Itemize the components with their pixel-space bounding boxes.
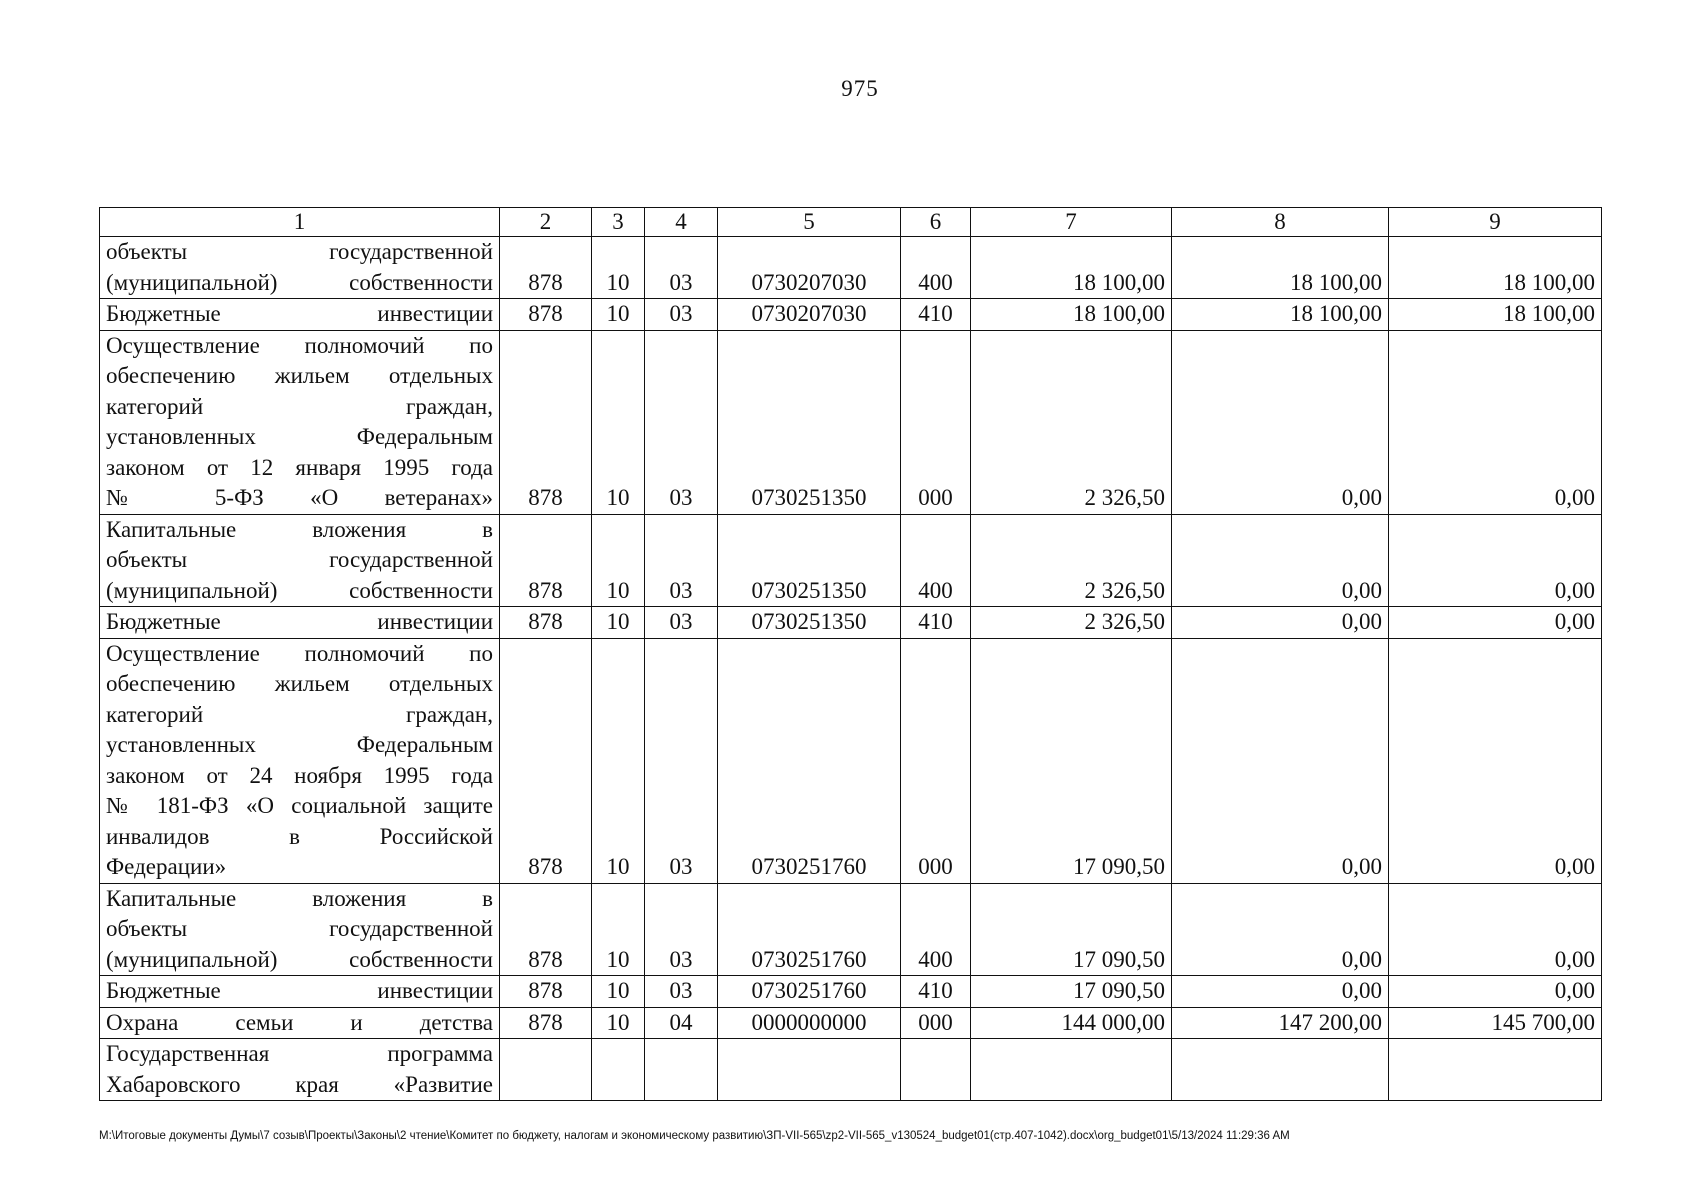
table-row <box>100 330 1602 514</box>
section-code-cell: 10 <box>592 514 645 607</box>
amount-cell-8: 18 100,00 <box>1172 237 1389 299</box>
column-header: 8 <box>1172 208 1389 237</box>
row-name-cell <box>100 607 500 639</box>
table-row <box>100 237 1602 299</box>
amount-cell-8: 0,00 <box>1172 607 1389 639</box>
row-name-line: установленных Федеральным <box>106 424 493 449</box>
ministry-code-cell: 878 <box>500 883 592 976</box>
budget-table <box>99 207 1602 1101</box>
amount-cell-9: 18 100,00 <box>1389 299 1602 331</box>
column-header: 7 <box>971 208 1172 237</box>
ministry-code-cell: 878 <box>500 1007 592 1039</box>
row-name-line: (муниципальной) собственности <box>106 946 493 972</box>
row-name-line: Федерации» <box>106 854 227 879</box>
amount-cell-7: 17 090,50 <box>971 976 1172 1008</box>
row-name-line: обеспечению жильем отдельных <box>106 671 493 696</box>
amount-cell-7: 17 090,50 <box>971 638 1172 883</box>
subsection-code-cell: 03 <box>645 607 718 639</box>
target-item-code-cell: 0000000000 <box>718 1007 901 1039</box>
ministry-code-cell: 878 <box>500 514 592 607</box>
amount-cell-7: 2 326,50 <box>971 330 1172 514</box>
section-code-cell: 10 <box>592 883 645 976</box>
expense-type-code-cell: 400 <box>901 514 971 607</box>
expense-type-code-cell: 410 <box>901 607 971 639</box>
amount-cell-7: 17 090,50 <box>971 883 1172 976</box>
row-name-line: Хабаровского края «Развитие <box>106 1071 493 1097</box>
row-name-line: законом от 12 января 1995 года <box>106 454 493 480</box>
row-name-line: № 5-ФЗ «О ветеранах» <box>106 485 493 510</box>
amount-cell-9 <box>1389 1039 1602 1101</box>
target-item-code-cell: 0730251760 <box>718 638 901 883</box>
ministry-code-cell: 878 <box>500 330 592 514</box>
subsection-code-cell: 03 <box>645 638 718 883</box>
column-header: 3 <box>592 208 645 237</box>
subsection-code-cell: 03 <box>645 330 718 514</box>
row-name-line: Государственная программа <box>106 1041 493 1066</box>
row-name-line: объекты государственной <box>106 916 493 941</box>
column-header: 1 <box>100 208 500 237</box>
expense-type-code-cell: 000 <box>901 638 971 883</box>
row-name-cell <box>100 1007 500 1039</box>
row-name-line: Осуществление полномочий по <box>106 332 493 358</box>
subsection-code-cell <box>645 1039 718 1101</box>
subsection-code-cell: 03 <box>645 514 718 607</box>
amount-cell-9: 0,00 <box>1389 607 1602 639</box>
target-item-code-cell: 0730251350 <box>718 514 901 607</box>
amount-cell-9: 18 100,00 <box>1389 237 1602 299</box>
row-name-line: № 181-ФЗ «О социальной защите <box>106 793 493 818</box>
document-path-footer: M:\Итоговые документы Думы\7 созыв\Проекты\Законы\2 чтение\Комитет по бюджету, налогам и экономическому развитию\ЗП-VII-565\zp2-VII-565_v130524_budget01(стр.407-1042).docx\org_budget01\5/13/2024 11:29:36 AM <box>99 1130 1290 1142</box>
subsection-code-cell: 03 <box>645 237 718 299</box>
amount-cell-9: 0,00 <box>1389 514 1602 607</box>
row-name-line: законом от 24 ноября 1995 года <box>106 762 493 788</box>
row-name-line: объекты государственной <box>106 547 493 572</box>
table-row <box>100 1007 1602 1039</box>
row-name-cell <box>100 883 500 976</box>
row-name-line: обеспечению жильем отдельных <box>106 363 493 388</box>
target-item-code-cell: 0730207030 <box>718 299 901 331</box>
column-header: 6 <box>901 208 971 237</box>
table-row <box>100 976 1602 1008</box>
row-name-line: категорий граждан, <box>106 701 493 727</box>
ministry-code-cell: 878 <box>500 237 592 299</box>
row-name-cell <box>100 299 500 331</box>
amount-cell-8: 147 200,00 <box>1172 1007 1389 1039</box>
expense-type-code-cell: 410 <box>901 299 971 331</box>
table-row <box>100 514 1602 607</box>
amount-cell-8 <box>1172 1039 1389 1101</box>
expense-type-code-cell: 400 <box>901 883 971 976</box>
row-name-line: Капитальные вложения в <box>106 885 493 911</box>
row-name-line: (муниципальной) собственности <box>106 577 493 603</box>
target-item-code-cell: 0730251350 <box>718 607 901 639</box>
amount-cell-9: 0,00 <box>1389 330 1602 514</box>
row-name-line: Осуществление полномочий по <box>106 640 493 666</box>
section-code-cell: 10 <box>592 1007 645 1039</box>
table-row <box>100 607 1602 639</box>
amount-cell-8: 0,00 <box>1172 330 1389 514</box>
ministry-code-cell: 878 <box>500 638 592 883</box>
table-row <box>100 638 1602 883</box>
expense-type-code-cell: 000 <box>901 330 971 514</box>
subsection-code-cell: 03 <box>645 976 718 1008</box>
row-name-line: Бюджетные инвестиции <box>106 978 493 1003</box>
amount-cell-9: 0,00 <box>1389 638 1602 883</box>
target-item-code-cell: 0730251760 <box>718 883 901 976</box>
ministry-code-cell: 878 <box>500 976 592 1008</box>
amount-cell-7: 18 100,00 <box>971 299 1172 331</box>
row-name-cell <box>100 1039 500 1101</box>
column-header: 9 <box>1389 208 1602 237</box>
amount-cell-7: 2 326,50 <box>971 607 1172 639</box>
row-name-line: (муниципальной) собственности <box>106 269 493 295</box>
expense-type-code-cell: 000 <box>901 1007 971 1039</box>
row-name-cell <box>100 976 500 1008</box>
row-name-line: объекты государственной <box>106 239 493 264</box>
amount-cell-7 <box>971 1039 1172 1101</box>
amount-cell-8: 18 100,00 <box>1172 299 1389 331</box>
row-name-line: Капитальные вложения в <box>106 516 493 542</box>
target-item-code-cell: 0730251350 <box>718 330 901 514</box>
amount-cell-8: 0,00 <box>1172 883 1389 976</box>
column-header: 4 <box>645 208 718 237</box>
row-name-cell <box>100 514 500 607</box>
expense-type-code-cell: 400 <box>901 237 971 299</box>
section-code-cell: 10 <box>592 299 645 331</box>
table-body <box>100 237 1602 1101</box>
row-name-line: категорий граждан, <box>106 393 493 419</box>
ministry-code-cell <box>500 1039 592 1101</box>
amount-cell-8: 0,00 <box>1172 976 1389 1008</box>
table-header-row <box>100 208 1602 237</box>
section-code-cell: 10 <box>592 607 645 639</box>
subsection-code-cell: 03 <box>645 883 718 976</box>
subsection-code-cell: 04 <box>645 1007 718 1039</box>
table-row <box>100 883 1602 976</box>
ministry-code-cell: 878 <box>500 607 592 639</box>
table-row <box>100 1039 1602 1101</box>
row-name-cell <box>100 638 500 883</box>
expense-type-code-cell: 410 <box>901 976 971 1008</box>
row-name-cell <box>100 330 500 514</box>
amount-cell-9: 0,00 <box>1389 883 1602 976</box>
subsection-code-cell: 03 <box>645 299 718 331</box>
section-code-cell: 10 <box>592 237 645 299</box>
amount-cell-8: 0,00 <box>1172 514 1389 607</box>
ministry-code-cell: 878 <box>500 299 592 331</box>
target-item-code-cell <box>718 1039 901 1101</box>
amount-cell-9: 0,00 <box>1389 976 1602 1008</box>
target-item-code-cell: 0730207030 <box>718 237 901 299</box>
section-code-cell: 10 <box>592 638 645 883</box>
row-name-line: установленных Федеральным <box>106 732 493 757</box>
amount-cell-8: 0,00 <box>1172 638 1389 883</box>
page-number: 975 <box>841 76 879 101</box>
row-name-line: инвалидов в Российской <box>106 823 493 849</box>
amount-cell-7: 18 100,00 <box>971 237 1172 299</box>
amount-cell-7: 144 000,00 <box>971 1007 1172 1039</box>
column-header: 5 <box>718 208 901 237</box>
row-name-line: Бюджетные инвестиции <box>106 609 493 634</box>
row-name-line: Охрана семьи и детства <box>106 1009 493 1035</box>
amount-cell-7: 2 326,50 <box>971 514 1172 607</box>
amount-cell-9: 145 700,00 <box>1389 1007 1602 1039</box>
row-name-line: Бюджетные инвестиции <box>106 301 493 326</box>
column-header: 2 <box>500 208 592 237</box>
row-name-cell <box>100 237 500 299</box>
expense-type-code-cell <box>901 1039 971 1101</box>
section-code-cell: 10 <box>592 976 645 1008</box>
table-row <box>100 299 1602 331</box>
target-item-code-cell: 0730251760 <box>718 976 901 1008</box>
section-code-cell: 10 <box>592 330 645 514</box>
section-code-cell <box>592 1039 645 1101</box>
